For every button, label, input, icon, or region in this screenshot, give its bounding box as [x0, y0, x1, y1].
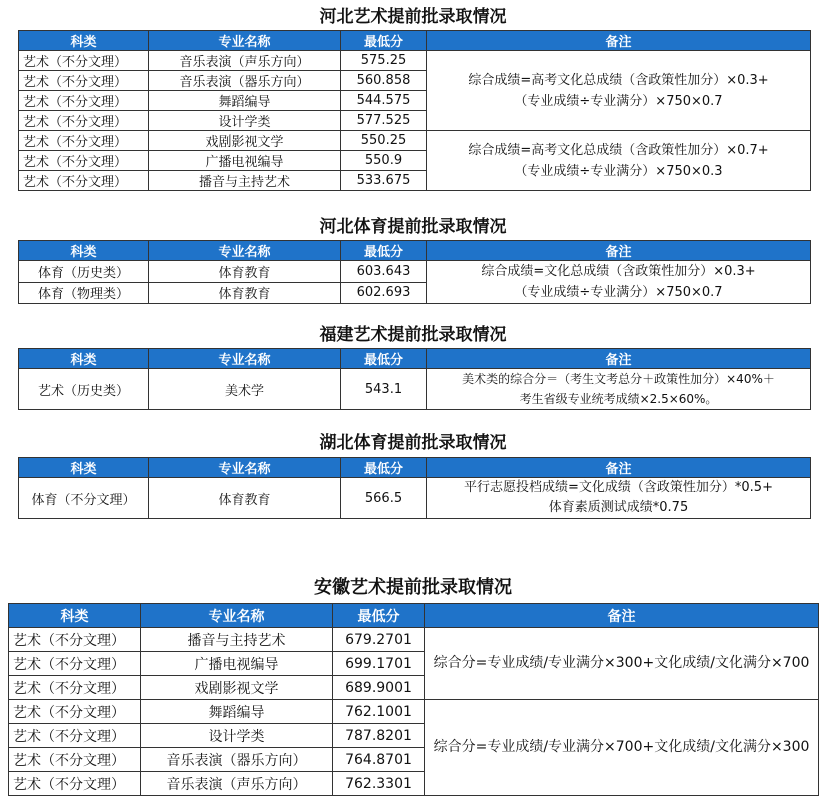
cell-score: 543.1	[341, 369, 427, 410]
header-min-score: 最低分	[341, 31, 427, 51]
cell-score: 603.643	[341, 261, 427, 283]
cell-category: 艺术（不分文理）	[19, 111, 149, 131]
cell-category: 艺术（不分文理）	[19, 151, 149, 171]
anhui-art-table	[8, 603, 819, 796]
cell-score: 764.8701	[333, 748, 425, 772]
cell-category: 艺术（不分文理）	[9, 628, 141, 652]
cell-score: 550.25	[341, 131, 427, 151]
cell-major: 播音与主持艺术	[149, 171, 341, 191]
header-note: 备注	[427, 458, 811, 478]
cell-category: 艺术（不分文理）	[9, 652, 141, 676]
cell-score: 762.1001	[333, 700, 425, 724]
cell-note	[427, 51, 811, 131]
note-line: 综合分=专业成绩/专业满分×300+文化成绩/文化满分×700	[433, 655, 810, 671]
cell-major: 音乐表演（器乐方向）	[149, 71, 341, 91]
header-major: 专业名称	[149, 31, 341, 51]
cell-category: 体育（历史类）	[19, 261, 149, 283]
cell-category: 艺术（不分文理）	[9, 772, 141, 796]
cell-score: 787.8201	[333, 724, 425, 748]
cell-category: 艺术（历史类）	[19, 369, 149, 410]
header-category: 科类	[9, 604, 141, 628]
note-line: 综合成绩=高考文化总成绩（含政策性加分）×0.3+	[468, 72, 769, 88]
table-header-row	[19, 241, 811, 261]
header-major: 专业名称	[149, 458, 341, 478]
header-major: 专业名称	[149, 241, 341, 261]
table-row	[19, 131, 811, 151]
hebei-sport-title: 河北体育提前批录取情况	[319, 217, 507, 237]
cell-major: 广播电视编导	[149, 151, 341, 171]
cell-note	[427, 131, 811, 191]
cell-category: 体育（物理类）	[19, 282, 149, 304]
header-major: 专业名称	[149, 349, 341, 369]
note-line: （专业成绩÷专业满分）×750×0.7	[514, 93, 723, 109]
cell-category: 艺术（不分文理）	[9, 748, 141, 772]
cell-major: 音乐表演（声乐方向）	[141, 772, 333, 796]
note-line: 综合成绩=高考文化总成绩（含政策性加分）×0.7+	[468, 142, 769, 158]
table-row	[19, 478, 811, 519]
header-category: 科类	[19, 458, 149, 478]
cell-category: 艺术（不分文理）	[9, 676, 141, 700]
cell-score: 560.858	[341, 71, 427, 91]
note-line: （专业成绩÷专业满分）×750×0.3	[514, 163, 723, 179]
cell-major: 戏剧影视文学	[141, 676, 333, 700]
note-line: （专业成绩÷专业满分）×750×0.7	[514, 285, 723, 300]
cell-score: 699.1701	[333, 652, 425, 676]
header-min-score: 最低分	[341, 458, 427, 478]
table-header-row	[19, 458, 811, 478]
cell-major: 舞蹈编导	[149, 91, 341, 111]
hebei-art-table	[18, 30, 811, 191]
note-line: 平行志愿投档成绩=文化成绩（含政策性加分）*0.5+	[464, 480, 773, 495]
hubei-sport-title: 湖北体育提前批录取情况	[319, 433, 507, 453]
cell-score: 533.675	[341, 171, 427, 191]
table-header-row	[19, 31, 811, 51]
table-row	[19, 261, 811, 283]
cell-major: 设计学类	[141, 724, 333, 748]
cell-score: 575.25	[341, 51, 427, 71]
cell-score: 679.2701	[333, 628, 425, 652]
header-note: 备注	[427, 349, 811, 369]
cell-score: 544.575	[341, 91, 427, 111]
cell-score: 577.525	[341, 111, 427, 131]
cell-major: 体育教育	[149, 282, 341, 304]
cell-major: 播音与主持艺术	[141, 628, 333, 652]
note-line: 综合成绩=文化总成绩（含政策性加分）×0.3+	[481, 264, 756, 279]
cell-category: 艺术（不分文理）	[19, 171, 149, 191]
cell-note	[427, 478, 811, 519]
cell-score: 689.9001	[333, 676, 425, 700]
cell-category: 艺术（不分文理）	[19, 91, 149, 111]
header-category: 科类	[19, 349, 149, 369]
fujian-art-table	[18, 348, 811, 410]
table-row	[19, 51, 811, 71]
cell-major: 戏剧影视文学	[149, 131, 341, 151]
cell-score: 762.3301	[333, 772, 425, 796]
hubei-sport-table	[18, 457, 811, 519]
header-category: 科类	[19, 241, 149, 261]
cell-major: 音乐表演（声乐方向）	[149, 51, 341, 71]
cell-score: 602.693	[341, 282, 427, 304]
cell-note	[425, 700, 819, 796]
cell-note	[427, 369, 811, 410]
header-note: 备注	[427, 241, 811, 261]
cell-note	[427, 261, 811, 304]
cell-major: 体育教育	[149, 261, 341, 283]
header-min-score: 最低分	[333, 604, 425, 628]
note-line: 体育素质测试成绩*0.75	[548, 500, 689, 515]
table-row	[19, 369, 811, 410]
hebei-sport-table	[18, 240, 811, 304]
cell-major: 舞蹈编导	[141, 700, 333, 724]
header-note: 备注	[427, 31, 811, 51]
table-row	[9, 628, 819, 652]
cell-score: 566.5	[341, 478, 427, 519]
cell-category: 艺术（不分文理）	[9, 724, 141, 748]
cell-major: 音乐表演（器乐方向）	[141, 748, 333, 772]
cell-major: 美术学	[149, 369, 341, 410]
note-line: 综合分=专业成绩/专业满分×700+文化成绩/文化满分×300	[433, 739, 810, 755]
hebei-art-title: 河北艺术提前批录取情况	[319, 7, 507, 27]
table-header-row	[9, 604, 819, 628]
header-major: 专业名称	[141, 604, 333, 628]
cell-category: 艺术（不分文理）	[19, 51, 149, 71]
cell-category: 艺术（不分文理）	[19, 131, 149, 151]
table-header-row	[19, 349, 811, 369]
anhui-art-title: 安徽艺术提前批录取情况	[314, 577, 512, 598]
cell-major: 体育教育	[149, 478, 341, 519]
cell-score: 550.9	[341, 151, 427, 171]
header-min-score: 最低分	[341, 241, 427, 261]
header-min-score: 最低分	[341, 349, 427, 369]
note-line: 美术类的综合分＝（考生文考总分＋政策性加分）×40%＋	[462, 372, 775, 386]
header-category: 科类	[19, 31, 149, 51]
cell-major: 广播电视编导	[141, 652, 333, 676]
note-line: 考生省级专业统考成绩×2.5×60%。	[519, 392, 718, 406]
cell-note	[425, 628, 819, 700]
cell-category: 艺术（不分文理）	[19, 71, 149, 91]
table-row	[9, 700, 819, 724]
fujian-art-title: 福建艺术提前批录取情况	[319, 325, 507, 345]
cell-category: 体育（不分文理）	[19, 478, 149, 519]
header-note: 备注	[425, 604, 819, 628]
cell-category: 艺术（不分文理）	[9, 700, 141, 724]
cell-major: 设计学类	[149, 111, 341, 131]
